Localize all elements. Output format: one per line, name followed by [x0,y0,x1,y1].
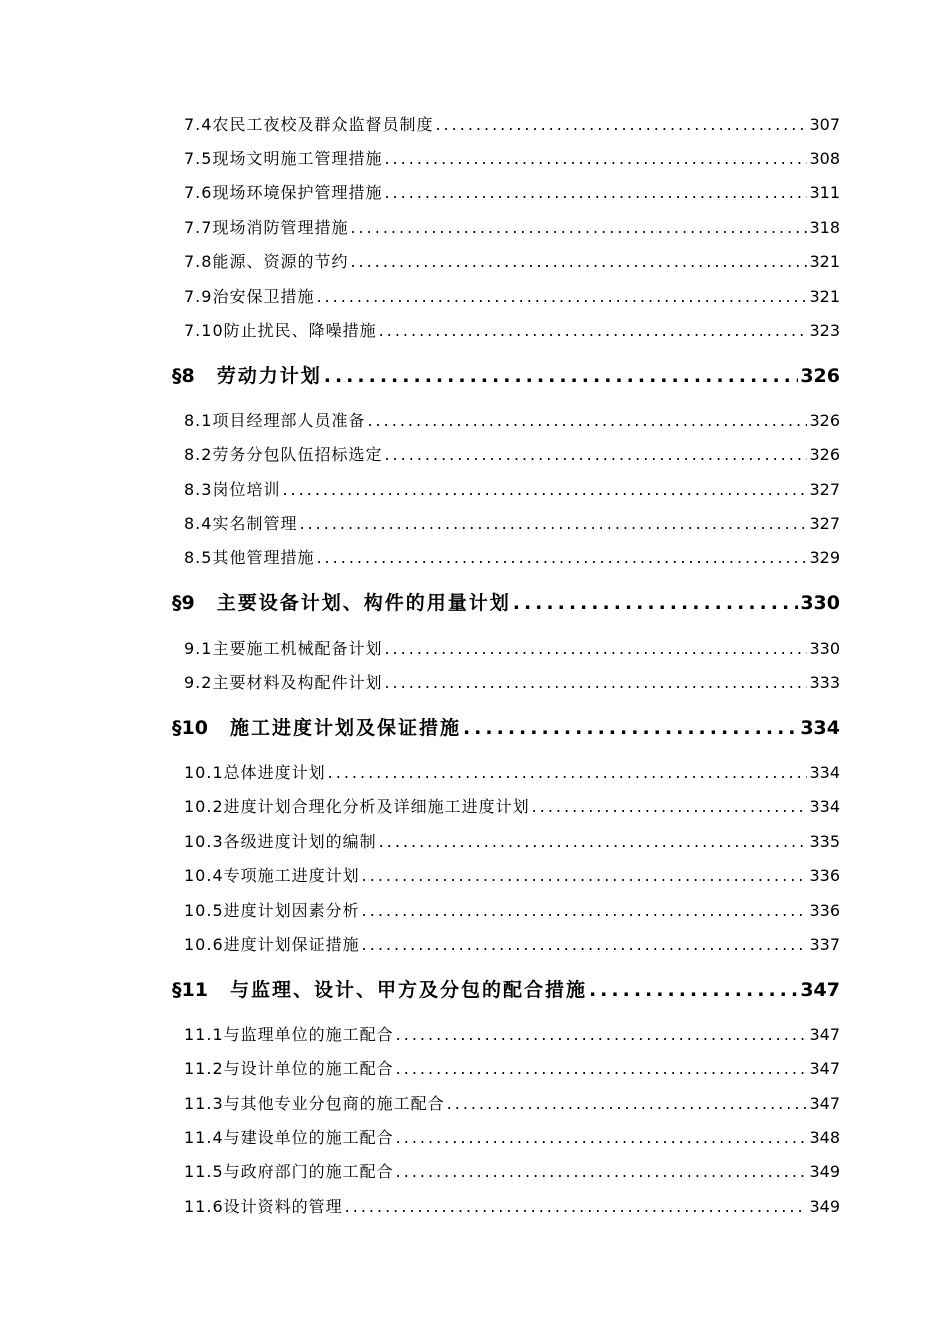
toc-dot-leader [396,1024,808,1046]
toc-entry[interactable] [184,1161,840,1183]
toc-entry-page: 334 [809,763,840,782]
toc-entry-number: 8.4 [184,514,213,533]
toc-dot-leader [367,410,807,432]
toc-dot-leader [384,148,807,170]
toc-entry[interactable] [184,672,840,694]
toc-dot-leader [324,363,799,389]
toc-dot-leader [379,831,808,853]
toc-entry-page: 347 [809,1094,840,1113]
toc-entry-title: 进度计划保证措施 [223,935,360,954]
toc-dot-leader [282,479,807,501]
toc-entry-title: 实名制管理 [212,514,298,533]
toc-entry-page: 318 [809,218,840,237]
toc-chapter-entry[interactable] [172,977,840,1003]
toc-dot-leader [328,762,808,784]
toc-entry-title: 与设计单位的施工配合 [223,1059,394,1078]
toc-entry-title: 项目经理部人员准备 [212,411,366,430]
toc-entry[interactable] [184,638,840,660]
toc-chapter-number: §9 [172,592,195,614]
toc-entry-title: 劳务分包队伍招标选定 [212,445,383,464]
toc-chapter-title: 主要设备计划、构件的用量计划 [216,592,511,614]
toc-dot-leader [384,672,807,694]
toc-entry-page: 349 [809,1197,840,1216]
toc-dot-leader [384,182,807,204]
toc-entry-number: 7.8 [184,252,213,271]
toc-entry-page: 323 [809,321,840,340]
toc-entry-number: 8.3 [184,480,213,499]
toc-dot-leader [532,796,808,818]
toc-entry-number: 10.6 [184,935,224,954]
toc-dot-leader [299,513,807,535]
toc-chapter-page: 326 [800,365,840,387]
toc-entry-number: 9.1 [184,639,213,658]
toc-chapter-page: 330 [800,592,840,614]
toc-entry[interactable] [184,251,840,273]
toc-entry-page: 327 [809,480,840,499]
toc-chapter-page: 334 [800,717,840,739]
toc-entry-number: 11.2 [184,1059,224,1078]
toc-entry[interactable] [184,217,840,239]
toc-entry-title: 进度计划合理化分析及详细施工进度计划 [223,797,530,816]
toc-entry[interactable] [184,410,840,432]
toc-chapter-page: 347 [800,979,840,1001]
toc-dot-leader [350,217,807,239]
toc-entry-title: 专项施工进度计划 [223,866,360,885]
toc-entry[interactable] [184,762,840,784]
toc-entry[interactable] [184,547,840,569]
toc-entry[interactable] [184,444,840,466]
toc-entry-page: 329 [809,548,840,567]
toc-chapter-number: §8 [172,365,195,387]
toc-chapter-title: 与监理、设计、甲方及分包的配合措施 [229,979,587,1001]
toc-entry-page: 349 [809,1162,840,1181]
toc-entry-title: 与建设单位的施工配合 [223,1128,394,1147]
toc-entry-title: 其他管理措施 [212,548,315,567]
toc-entry-title: 主要施工机械配备计划 [212,639,383,658]
toc-entry-number: 11.1 [184,1025,224,1044]
toc-entry-number: 10.5 [184,901,224,920]
toc-entry-title: 防止扰民、降噪措施 [223,321,377,340]
toc-chapter-entry[interactable] [172,715,840,741]
toc-entry-page: 347 [809,1025,840,1044]
toc-entry-page: 327 [809,514,840,533]
toc-chapter-number: §10 [172,717,208,739]
toc-entry-page: 336 [809,866,840,885]
toc-entry-number: 10.2 [184,797,224,816]
toc-entry[interactable] [184,796,840,818]
toc-entry[interactable] [184,286,840,308]
toc-entry-page: 337 [809,935,840,954]
toc-dot-leader [362,865,808,887]
toc-entry-number: 8.2 [184,445,213,464]
toc-entry-page: 321 [809,252,840,271]
toc-dot-leader [384,638,807,660]
toc-entry-page: 335 [809,832,840,851]
toc-entry[interactable] [184,865,840,887]
toc-entry-title: 现场环境保护管理措施 [212,183,383,202]
toc-entry-number: 7.10 [184,321,224,340]
toc-entry-number: 8.5 [184,548,213,567]
toc-dot-leader [316,547,807,569]
toc-entry-title: 能源、资源的节约 [212,252,349,271]
toc-entry[interactable] [184,320,840,342]
toc-entry-page: 326 [809,411,840,430]
toc-entry-number: 10.1 [184,763,224,782]
toc-entry-number: 11.4 [184,1128,224,1147]
toc-entry-page: 330 [809,639,840,658]
toc-dot-leader [396,1058,808,1080]
toc-dot-leader [384,444,807,466]
toc-entry-title: 岗位培训 [212,480,281,499]
toc-dot-leader [396,1161,808,1183]
toc-entry-page: 334 [809,797,840,816]
toc-entry-title: 总体进度计划 [223,763,326,782]
toc-entry[interactable] [184,1127,840,1149]
toc-entry[interactable] [184,1093,840,1115]
toc-entry-number: 7.7 [184,218,213,237]
toc-dot-leader [447,1093,808,1115]
toc-entry-title: 进度计划因素分析 [223,901,360,920]
toc-entry-number: 11.3 [184,1094,224,1113]
toc-entry-title: 主要材料及构配件计划 [212,673,383,692]
toc-entry[interactable] [184,831,840,853]
toc-chapter-title: 劳动力计划 [216,365,322,387]
toc-entry[interactable] [184,513,840,535]
toc-entry-number: 7.5 [184,149,213,168]
toc-entry[interactable] [184,1058,840,1080]
toc-chapter-entry[interactable] [172,363,840,389]
toc-dot-leader [362,900,808,922]
toc-dot-leader [345,1196,808,1218]
toc-entry-number: 10.3 [184,832,224,851]
toc-entry-page: 308 [809,149,840,168]
toc-entry-number: 8.1 [184,411,213,430]
toc-entry-page: 321 [809,287,840,306]
toc-entry-title: 与其他专业分包商的施工配合 [223,1094,445,1113]
toc-entry-title: 现场消防管理措施 [212,218,349,237]
toc-dot-leader [463,715,798,741]
toc-entry-title: 与监理单位的施工配合 [223,1025,394,1044]
toc-dot-leader [589,977,798,1003]
toc-entry-page: 348 [809,1128,840,1147]
toc-entry-page: 333 [809,673,840,692]
toc-dot-leader [379,320,808,342]
toc-entry-title: 现场文明施工管理措施 [212,149,383,168]
toc-entry[interactable] [184,479,840,501]
toc-entry-title: 各级进度计划的编制 [223,832,377,851]
toc-entry[interactable] [184,1196,840,1218]
toc-entry-page: 311 [809,183,840,202]
toc-entry[interactable] [184,900,840,922]
toc-chapter-number: §11 [172,979,208,1001]
toc-entry-title: 设计资料的管理 [223,1197,343,1216]
toc-entry-page: 336 [809,901,840,920]
toc-entry-number: 7.6 [184,183,213,202]
toc-dot-leader [362,934,808,956]
toc-chapter-entry[interactable] [172,590,840,616]
toc-entry-number: 11.5 [184,1162,224,1181]
toc-dot-leader [396,1127,808,1149]
toc-entry-page: 307 [809,115,840,134]
toc-entry[interactable] [184,1024,840,1046]
toc-entry-number: 11.6 [184,1197,224,1216]
toc-entry[interactable] [184,148,840,170]
toc-entry[interactable] [184,114,840,136]
toc-entry-number: 9.2 [184,673,213,692]
toc-entry-number: 7.4 [184,115,213,134]
toc-entry-title: 与政府部门的施工配合 [223,1162,394,1181]
toc-entry[interactable] [184,182,840,204]
toc-entry-page: 347 [809,1059,840,1078]
toc-dot-leader [435,114,807,136]
toc-chapter-title: 施工进度计划及保证措施 [229,717,461,739]
toc-entry-title: 治安保卫措施 [212,287,315,306]
toc-dot-leader [513,590,799,616]
toc-entry-number: 10.4 [184,866,224,885]
toc-dot-leader [316,286,807,308]
toc-dot-leader [350,251,807,273]
toc-entry-page: 326 [809,445,840,464]
toc-entry-title: 农民工夜校及群众监督员制度 [212,115,434,134]
toc-entry-number: 7.9 [184,287,213,306]
toc-entry[interactable] [184,934,840,956]
